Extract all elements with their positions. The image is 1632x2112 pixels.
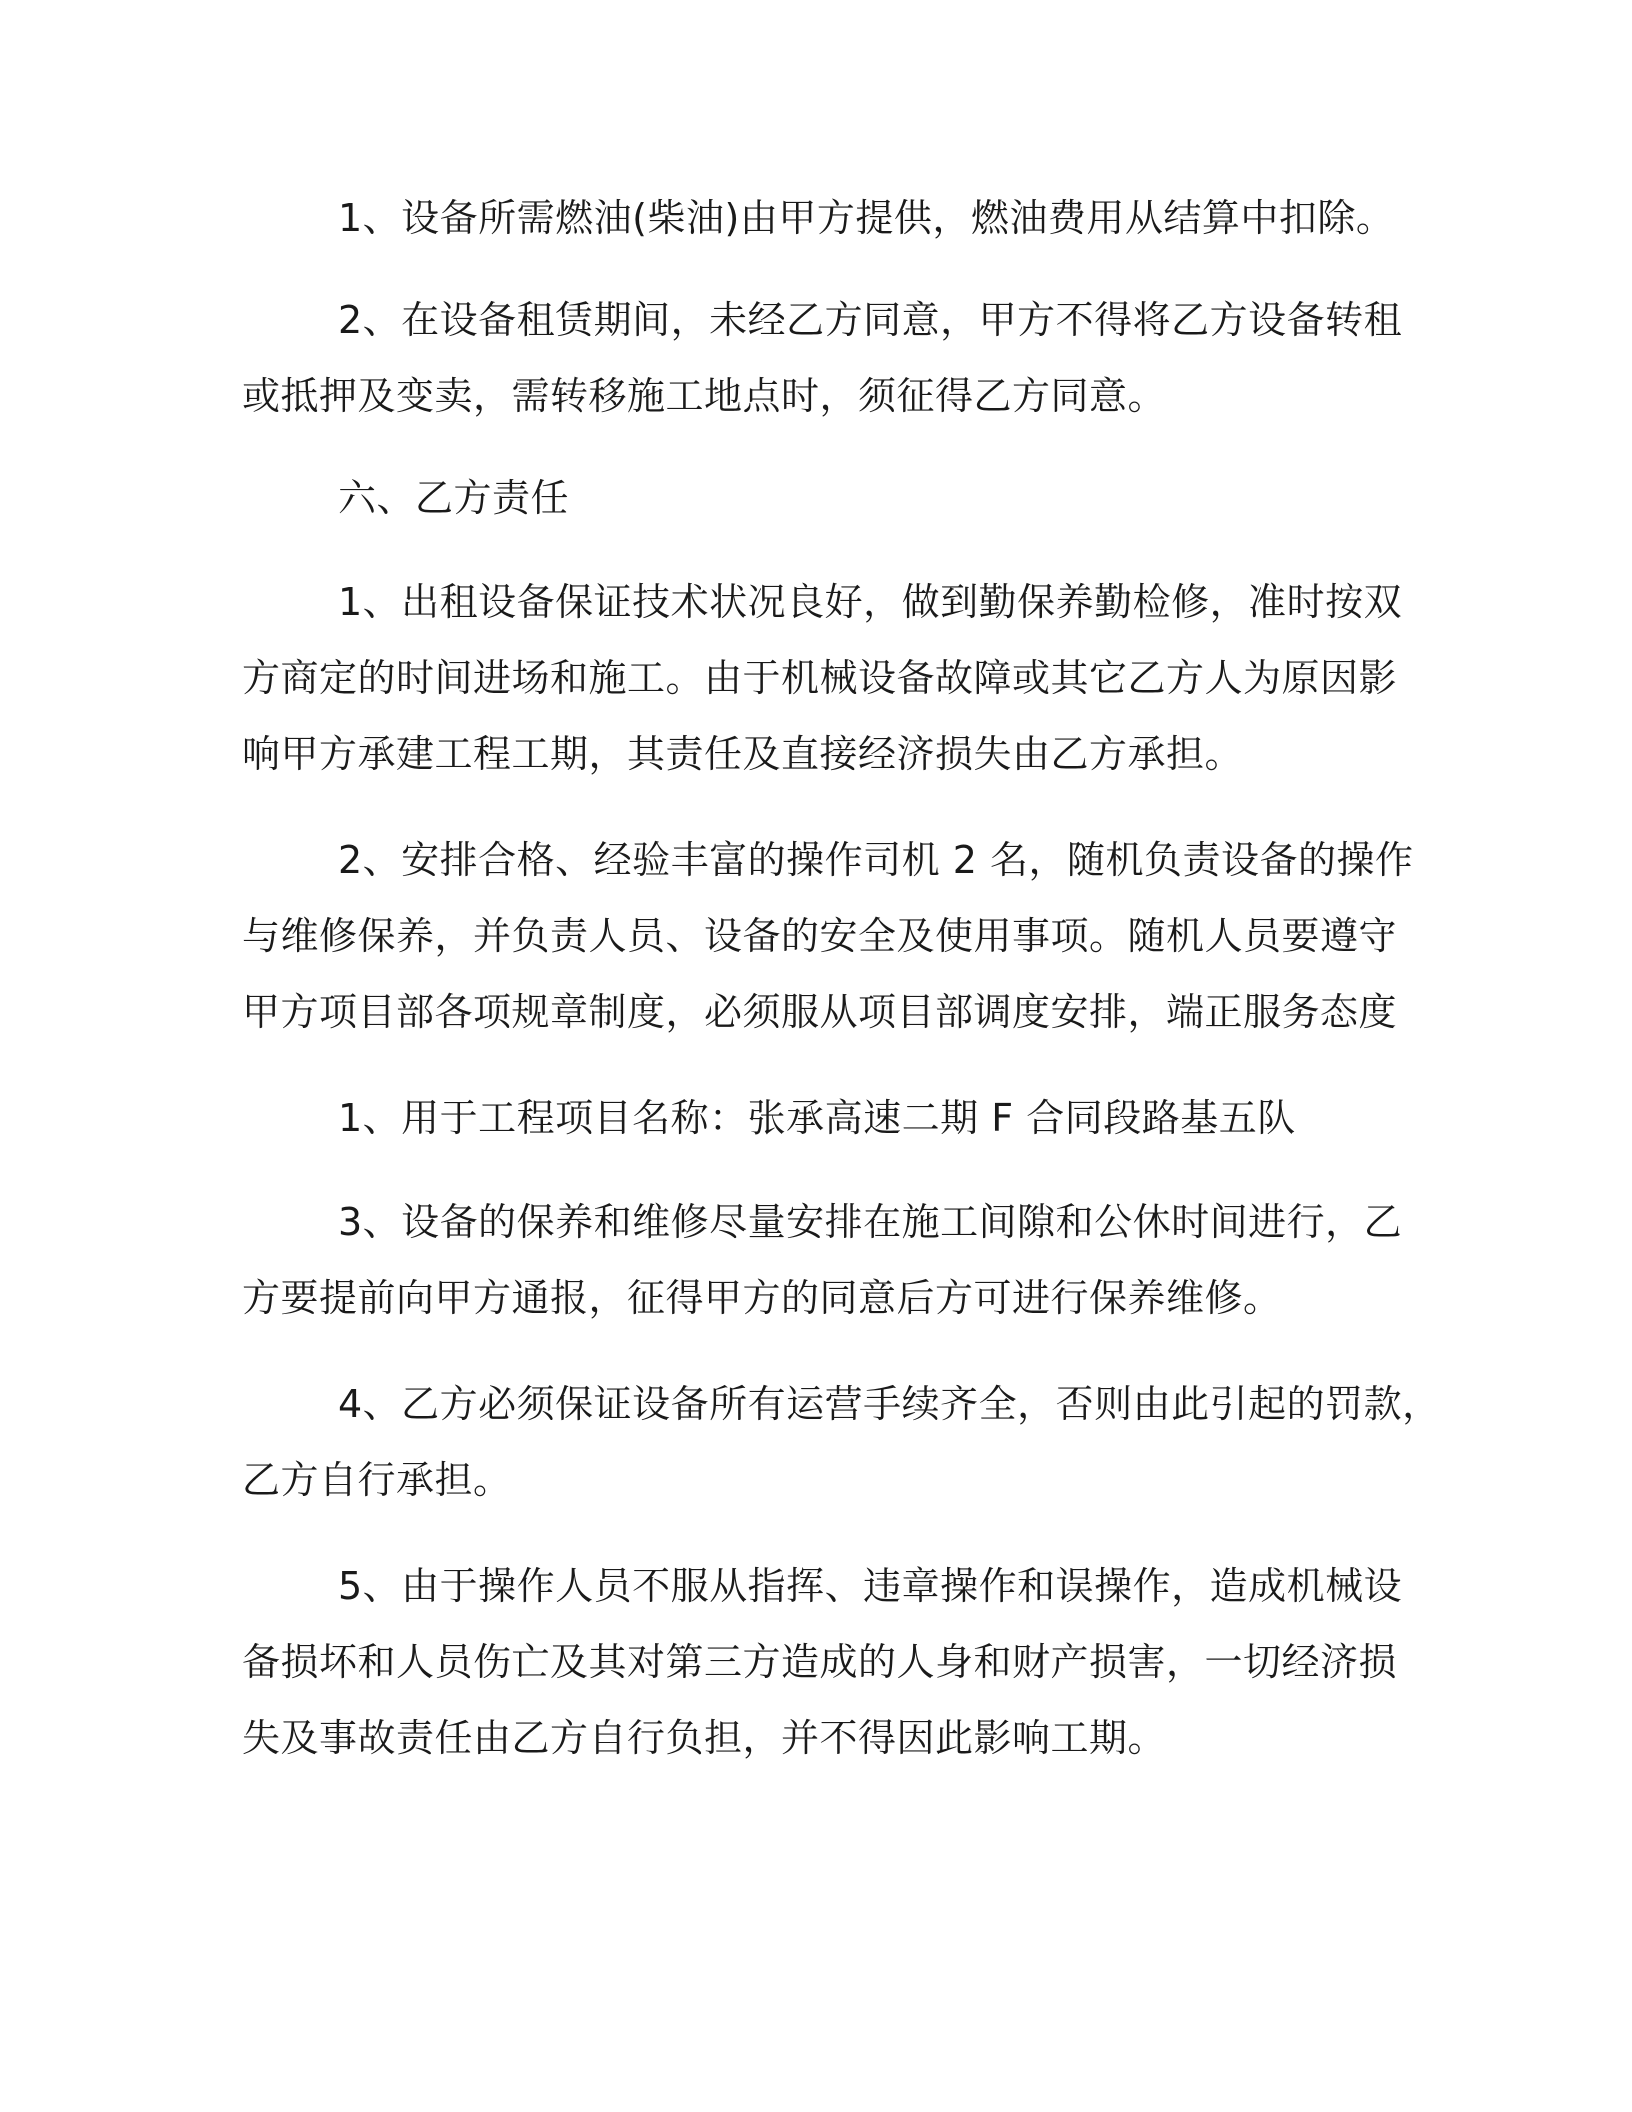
clause-line: 1、用于工程项目名称：张承高速二期 F 合同段路基五队 <box>338 1096 1296 1140</box>
clause-line: 4、乙方必须保证设备所有运营手续齐全，否则由此引起的罚款， <box>338 1382 1441 1426</box>
clause-line: 5、由于操作人员不服从指挥、违章操作和误操作，造成机械设 <box>338 1564 1403 1608</box>
clause-no-sublease <box>242 282 1403 434</box>
clause-line: 响甲方承建工程工期，其责任及直接经济损失由乙方承担。 <box>242 732 1244 776</box>
clause-line: 2、在设备租赁期间，未经乙方同意，甲方不得将乙方设备转租 <box>338 298 1403 342</box>
clause-line: 1、设备所需燃油(柴油)由甲方提供，燃油费用从结算中扣除。 <box>338 196 1395 240</box>
clause-line: 方商定的时间进场和施工。由于机械设备故障或其它乙方人为原因影 <box>242 656 1398 700</box>
clause-line: 失及事故责任由乙方自行负担，并不得因此影响工期。 <box>242 1716 1167 1760</box>
clause-line: 甲方项目部各项规章制度，必须服从项目部调度安排，端正服务态度 <box>242 990 1398 1034</box>
clause-line: 3、设备的保养和维修尽量安排在施工间隙和公休时间进行，乙 <box>338 1200 1403 1244</box>
clause-line: 2、安排合格、经验丰富的操作司机 2 名，随机负责设备的操作 <box>338 838 1414 882</box>
section-heading: 六、乙方责任 <box>338 476 570 520</box>
clause-maintenance <box>242 1184 1403 1336</box>
clause-permits <box>242 1366 1441 1518</box>
clause-liability <box>242 1548 1403 1776</box>
clause-equipment-condition <box>242 564 1403 792</box>
clause-line: 1、出租设备保证技术状况良好，做到勤保养勤检修，准时按双 <box>338 580 1403 624</box>
clause-line: 乙方自行承担。 <box>242 1458 512 1502</box>
clause-line: 或抵押及变卖，需转移施工地点时，须征得乙方同意。 <box>242 374 1167 418</box>
clause-line: 与维修保养，并负责人员、设备的安全及使用事项。随机人员要遵守 <box>242 914 1398 958</box>
clause-operators <box>242 822 1414 1050</box>
clause-line: 备损坏和人员伤亡及其对第三方造成的人身和财产损害，一切经济损 <box>242 1640 1398 1684</box>
clause-line: 方要提前向甲方通报，征得甲方的同意后方可进行保养维修。 <box>242 1276 1282 1320</box>
clause-fuel <box>242 180 1395 256</box>
clause-project-name <box>242 1080 1392 1156</box>
